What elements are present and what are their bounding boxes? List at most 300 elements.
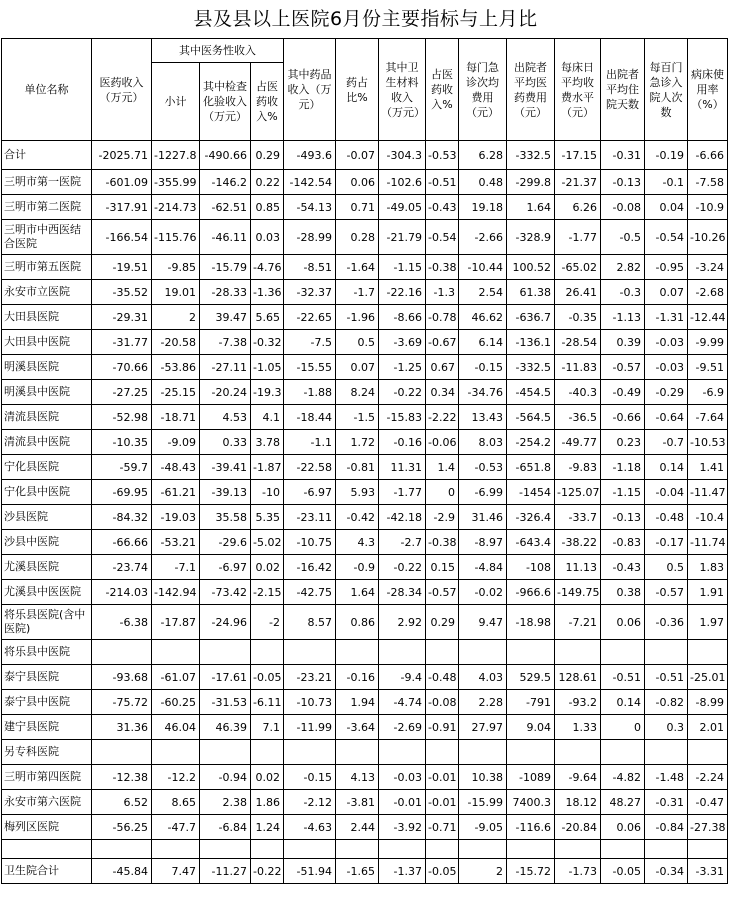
value-cell: 0.02 (251, 765, 284, 790)
value-cell: 1.41 (688, 455, 728, 480)
value-cell: -6.66 (688, 141, 728, 170)
value-cell: -0.22 (251, 859, 284, 884)
value-cell: -6.9 (688, 380, 728, 405)
value-cell: -2 (251, 605, 284, 640)
value-cell (645, 840, 688, 859)
value-cell: -36.5 (555, 405, 601, 430)
table-row (2, 480, 728, 505)
value-cell (459, 640, 507, 665)
unit-name-cell: 沙县医院 (2, 505, 92, 530)
table-row (2, 255, 728, 280)
value-cell (426, 640, 459, 665)
table-row (2, 505, 728, 530)
value-cell: 18.12 (555, 790, 601, 815)
table-row (2, 665, 728, 690)
table-row (2, 380, 728, 405)
value-cell: -1.3 (426, 280, 459, 305)
value-cell: 2.38 (200, 790, 251, 815)
value-cell: -84.32 (92, 505, 152, 530)
table-row (2, 790, 728, 815)
value-cell: 2 (152, 305, 200, 330)
value-cell: -0.31 (645, 790, 688, 815)
value-cell: -20.84 (555, 815, 601, 840)
value-cell (284, 840, 336, 859)
value-cell: 31.36 (92, 715, 152, 740)
value-cell: -52.98 (92, 405, 152, 430)
value-cell: -53.21 (152, 530, 200, 555)
value-cell: 1.86 (251, 790, 284, 815)
value-cell: 2 (459, 859, 507, 884)
value-cell: -9.05 (459, 815, 507, 840)
value-cell: -0.03 (645, 355, 688, 380)
unit-name-cell: 明溪县医院 (2, 355, 92, 380)
value-cell: -1.87 (251, 455, 284, 480)
value-cell: 27.97 (459, 715, 507, 740)
value-cell: -1.5 (336, 405, 379, 430)
value-cell: -1.96 (336, 305, 379, 330)
value-cell: -6.11 (251, 690, 284, 715)
unit-name-cell: 明溪县中医院 (2, 380, 92, 405)
value-cell: -23.74 (92, 555, 152, 580)
value-cell: -21.37 (555, 170, 601, 195)
value-cell: 100.52 (507, 255, 555, 280)
value-cell: -102.6 (379, 170, 426, 195)
value-cell: 0 (426, 480, 459, 505)
value-cell: -0.71 (426, 815, 459, 840)
value-cell: -1089 (507, 765, 555, 790)
value-cell: 7400.3 (507, 790, 555, 815)
table-row (2, 840, 728, 859)
value-cell: -6.97 (284, 480, 336, 505)
value-cell: -0.15 (459, 355, 507, 380)
value-cell: -3.92 (379, 815, 426, 840)
unit-name-cell: 大田县医院 (2, 305, 92, 330)
value-cell (251, 740, 284, 765)
unit-name-cell: 永安市第六医院 (2, 790, 92, 815)
value-cell: -12.44 (688, 305, 728, 330)
value-cell: -17.15 (555, 141, 601, 170)
value-cell: -304.3 (379, 141, 426, 170)
value-cell: 0.28 (336, 220, 379, 255)
value-cell: -32.37 (284, 280, 336, 305)
value-cell: -33.7 (555, 505, 601, 530)
value-cell: -53.86 (152, 355, 200, 380)
value-cell: -11.74 (688, 530, 728, 555)
table-row (2, 690, 728, 715)
table-row (2, 815, 728, 840)
value-cell: -0.15 (284, 765, 336, 790)
value-cell: 2.82 (601, 255, 645, 280)
value-cell: -2.24 (688, 765, 728, 790)
value-cell: 0.07 (336, 355, 379, 380)
report-title: 县及县以上医院6月份主要指标与上月比 (193, 8, 538, 30)
value-cell (152, 840, 200, 859)
value-cell: -7.58 (688, 170, 728, 195)
value-cell: -0.7 (645, 430, 688, 455)
value-cell: -0.07 (336, 141, 379, 170)
value-cell: 2.92 (379, 605, 426, 640)
value-cell: -0.78 (426, 305, 459, 330)
value-cell: -7.1 (152, 555, 200, 580)
value-cell: 4.53 (200, 405, 251, 430)
value-cell: -125.07 (555, 480, 601, 505)
value-cell: -0.05 (251, 665, 284, 690)
value-cell: -47.7 (152, 815, 200, 840)
value-cell: -0.16 (336, 665, 379, 690)
table-row (2, 740, 728, 765)
value-cell: -3.24 (688, 255, 728, 280)
value-cell (645, 740, 688, 765)
value-cell: -0.08 (601, 195, 645, 220)
header-service-income-group: 其中医务性收入 (152, 39, 284, 63)
value-cell: -651.8 (507, 455, 555, 480)
value-cell: -1.25 (379, 355, 426, 380)
value-cell: 8.03 (459, 430, 507, 455)
value-cell: -34.76 (459, 380, 507, 405)
value-cell: -0.05 (601, 859, 645, 884)
table-row (2, 430, 728, 455)
value-cell: 0.33 (200, 430, 251, 455)
table-row (2, 640, 728, 665)
value-cell: -9.99 (688, 330, 728, 355)
value-cell (555, 840, 601, 859)
value-cell: -17.87 (152, 605, 200, 640)
value-cell: -3.31 (688, 859, 728, 884)
value-cell: -18.98 (507, 605, 555, 640)
table-row (2, 141, 728, 170)
value-cell: 0.38 (601, 580, 645, 605)
value-cell: -9.83 (555, 455, 601, 480)
header-med-income: 医药收入（万元） (92, 39, 152, 141)
value-cell: -10.9 (688, 195, 728, 220)
table-row (2, 555, 728, 580)
value-cell: -9.4 (379, 665, 426, 690)
value-cell: 8.57 (284, 605, 336, 640)
value-cell: -42.18 (379, 505, 426, 530)
value-cell: -10.75 (284, 530, 336, 555)
value-cell: -9.09 (152, 430, 200, 455)
value-cell: 0.06 (336, 170, 379, 195)
unit-name-cell: 宁化县医院 (2, 455, 92, 480)
value-cell: -0.57 (426, 580, 459, 605)
unit-name-cell: 永安市立医院 (2, 280, 92, 305)
value-cell: -299.8 (507, 170, 555, 195)
value-cell: -9.64 (555, 765, 601, 790)
table-row (2, 580, 728, 605)
value-cell: 0.5 (645, 555, 688, 580)
value-cell: 46.04 (152, 715, 200, 740)
value-cell (336, 740, 379, 765)
value-cell: 35.58 (200, 505, 251, 530)
value-cell: -0.53 (426, 141, 459, 170)
value-cell: -0.16 (379, 430, 426, 455)
value-cell: -69.95 (92, 480, 152, 505)
value-cell: -17.61 (200, 665, 251, 690)
value-cell: -11.99 (284, 715, 336, 740)
value-cell: -4.84 (459, 555, 507, 580)
header-admissions-per-100: 每百门急诊入院人次数 (645, 39, 688, 141)
value-cell: -1227.8 (152, 141, 200, 170)
value-cell: -0.5 (601, 220, 645, 255)
value-cell: -0.04 (645, 480, 688, 505)
value-cell: -0.43 (601, 555, 645, 580)
value-cell: -1.15 (601, 480, 645, 505)
value-cell: -108 (507, 555, 555, 580)
value-cell: 0.06 (601, 815, 645, 840)
value-cell: 0.23 (601, 430, 645, 455)
value-cell (459, 840, 507, 859)
value-cell: -0.42 (336, 505, 379, 530)
value-cell: -10.73 (284, 690, 336, 715)
value-cell: -20.58 (152, 330, 200, 355)
value-cell: -7.38 (200, 330, 251, 355)
header-material-income: 其中卫生材料收入（万元） (379, 39, 426, 141)
value-cell (152, 640, 200, 665)
value-cell: -0.81 (336, 455, 379, 480)
value-cell: -31.77 (92, 330, 152, 355)
value-cell: -2.66 (459, 220, 507, 255)
value-cell: -490.66 (200, 141, 251, 170)
value-cell: -4.76 (251, 255, 284, 280)
value-cell: -326.4 (507, 505, 555, 530)
table-row (2, 455, 728, 480)
value-cell: -0.51 (645, 665, 688, 690)
value-cell: -1.65 (336, 859, 379, 884)
value-cell: -0.01 (426, 790, 459, 815)
value-cell: -12.2 (152, 765, 200, 790)
value-cell: -48.43 (152, 455, 200, 480)
value-cell: -0.51 (426, 170, 459, 195)
value-cell: -19.51 (92, 255, 152, 280)
value-cell: -1.7 (336, 280, 379, 305)
table-row (2, 355, 728, 380)
value-cell: -0.57 (601, 355, 645, 380)
value-cell: -16.42 (284, 555, 336, 580)
table-row (2, 195, 728, 220)
value-cell: 4.1 (251, 405, 284, 430)
value-cell: -332.5 (507, 141, 555, 170)
value-cell: 529.5 (507, 665, 555, 690)
value-cell: -2.12 (284, 790, 336, 815)
unit-name-cell: 三明市第二医院 (2, 195, 92, 220)
table-row (2, 330, 728, 355)
value-cell: -7.64 (688, 405, 728, 430)
value-cell: -61.07 (152, 665, 200, 690)
unit-name-cell: 卫生院合计 (2, 859, 92, 884)
value-cell: 2.01 (688, 715, 728, 740)
value-cell: -15.55 (284, 355, 336, 380)
unit-name-cell: 另专科医院 (2, 740, 92, 765)
value-cell: -6.38 (92, 605, 152, 640)
value-cell: -0.51 (601, 665, 645, 690)
value-cell: 2.44 (336, 815, 379, 840)
value-cell: -46.11 (200, 220, 251, 255)
unit-name-cell: 泰宁县医院 (2, 665, 92, 690)
value-cell: 1.94 (336, 690, 379, 715)
value-cell: -966.6 (507, 580, 555, 605)
value-cell: -56.25 (92, 815, 152, 840)
value-cell: -27.11 (200, 355, 251, 380)
value-cell (426, 840, 459, 859)
value-cell: -8.66 (379, 305, 426, 330)
value-cell (459, 740, 507, 765)
value-cell (251, 640, 284, 665)
value-cell: -3.69 (379, 330, 426, 355)
value-cell: 31.46 (459, 505, 507, 530)
value-cell: -0.84 (645, 815, 688, 840)
value-cell: 1.91 (688, 580, 728, 605)
value-cell: -31.53 (200, 690, 251, 715)
value-cell: -19.3 (251, 380, 284, 405)
unit-name-cell: 梅列区医院 (2, 815, 92, 840)
table-body (2, 141, 728, 884)
value-cell: 0.14 (601, 690, 645, 715)
value-cell: 3.78 (251, 430, 284, 455)
value-cell: 7.1 (251, 715, 284, 740)
value-cell: 5.93 (336, 480, 379, 505)
value-cell: 4.13 (336, 765, 379, 790)
value-cell: 0.34 (426, 380, 459, 405)
value-cell: -93.2 (555, 690, 601, 715)
unit-name-cell: 三明市第四医院 (2, 765, 92, 790)
value-cell: -11.83 (555, 355, 601, 380)
value-cell: -42.75 (284, 580, 336, 605)
value-cell (688, 740, 728, 765)
value-cell: 1.64 (336, 580, 379, 605)
value-cell: -61.21 (152, 480, 200, 505)
value-cell: -1.88 (284, 380, 336, 405)
unit-name-cell: 大田县中医院 (2, 330, 92, 355)
unit-name-cell: 清流县医院 (2, 405, 92, 430)
value-cell: -1.37 (379, 859, 426, 884)
header-material-pct: 占医药收入% (426, 39, 459, 141)
value-cell: 0.29 (251, 141, 284, 170)
value-cell: -116.6 (507, 815, 555, 840)
value-cell: 0.06 (601, 605, 645, 640)
header-bed-usage: 病床使用率（%） (688, 39, 728, 141)
value-cell: -22.65 (284, 305, 336, 330)
value-cell: -2.69 (379, 715, 426, 740)
value-cell: -0.29 (645, 380, 688, 405)
value-cell: 0.07 (645, 280, 688, 305)
value-cell: -2025.71 (92, 141, 152, 170)
value-cell: -4.63 (284, 815, 336, 840)
value-cell: -8.97 (459, 530, 507, 555)
value-cell: -0.48 (645, 505, 688, 530)
value-cell: -2.15 (251, 580, 284, 605)
value-cell (688, 840, 728, 859)
value-cell: -23.21 (284, 665, 336, 690)
value-cell: -791 (507, 690, 555, 715)
value-cell: -214.03 (92, 580, 152, 605)
value-cell: -317.91 (92, 195, 152, 220)
value-cell: -355.99 (152, 170, 200, 195)
value-cell: -0.53 (459, 455, 507, 480)
value-cell: -10.26 (688, 220, 728, 255)
value-cell: 11.31 (379, 455, 426, 480)
value-cell: -146.2 (200, 170, 251, 195)
value-cell: -29.6 (200, 530, 251, 555)
table-row (2, 530, 728, 555)
table-row (2, 605, 728, 640)
value-cell (284, 640, 336, 665)
value-cell: -45.84 (92, 859, 152, 884)
value-cell: 2.28 (459, 690, 507, 715)
value-cell: 19.18 (459, 195, 507, 220)
value-cell: -0.22 (379, 380, 426, 405)
value-cell: -39.13 (200, 480, 251, 505)
value-cell: 7.47 (152, 859, 200, 884)
table-row (2, 170, 728, 195)
value-cell: 61.38 (507, 280, 555, 305)
value-cell: -1.64 (336, 255, 379, 280)
value-cell: -6.99 (459, 480, 507, 505)
unit-name-cell: 沙县中医院 (2, 530, 92, 555)
value-cell: -0.02 (459, 580, 507, 605)
unit-name-cell: 泰宁县中医院 (2, 690, 92, 715)
value-cell: -493.6 (284, 141, 336, 170)
value-cell: -0.57 (645, 580, 688, 605)
header-discharge-cost: 出院者平均医药费用（元） (507, 39, 555, 141)
value-cell: -1.1 (284, 430, 336, 455)
value-cell: -18.44 (284, 405, 336, 430)
value-cell: -10.44 (459, 255, 507, 280)
value-cell: -0.9 (336, 555, 379, 580)
header-drug-income: 其中药品收入（万元） (284, 39, 336, 141)
unit-name-cell: 合计 (2, 141, 92, 170)
value-cell: 0.22 (251, 170, 284, 195)
value-cell: -20.24 (200, 380, 251, 405)
value-cell: -142.54 (284, 170, 336, 195)
value-cell (200, 640, 251, 665)
value-cell: -60.25 (152, 690, 200, 715)
value-cell: -0.49 (601, 380, 645, 405)
value-cell: -15.72 (507, 859, 555, 884)
value-cell (555, 640, 601, 665)
value-cell: -214.73 (152, 195, 200, 220)
unit-name-cell: 三明市第一医院 (2, 170, 92, 195)
value-cell: 8.65 (152, 790, 200, 815)
value-cell: 0.03 (251, 220, 284, 255)
value-cell: -0.83 (601, 530, 645, 555)
value-cell (688, 640, 728, 665)
value-cell: 0.14 (645, 455, 688, 480)
value-cell: -1.18 (601, 455, 645, 480)
value-cell: -2.68 (688, 280, 728, 305)
value-cell: -54.13 (284, 195, 336, 220)
value-cell: -10 (251, 480, 284, 505)
value-cell (507, 840, 555, 859)
value-cell: 0.85 (251, 195, 284, 220)
value-cell: -115.76 (152, 220, 200, 255)
value-cell: -6.84 (200, 815, 251, 840)
value-cell: 0.3 (645, 715, 688, 740)
unit-name-cell: 将乐县中医院 (2, 640, 92, 665)
value-cell: -65.02 (555, 255, 601, 280)
value-cell: 46.39 (200, 715, 251, 740)
value-cell (379, 640, 426, 665)
value-cell: -2.9 (426, 505, 459, 530)
value-cell: 0.5 (336, 330, 379, 355)
table-row (2, 305, 728, 330)
value-cell (426, 740, 459, 765)
value-cell: 0.67 (426, 355, 459, 380)
value-cell: -39.41 (200, 455, 251, 480)
value-cell: -27.25 (92, 380, 152, 405)
table-row (2, 859, 728, 884)
header-unit-name: 单位名称 (2, 39, 92, 141)
value-cell: 6.14 (459, 330, 507, 355)
